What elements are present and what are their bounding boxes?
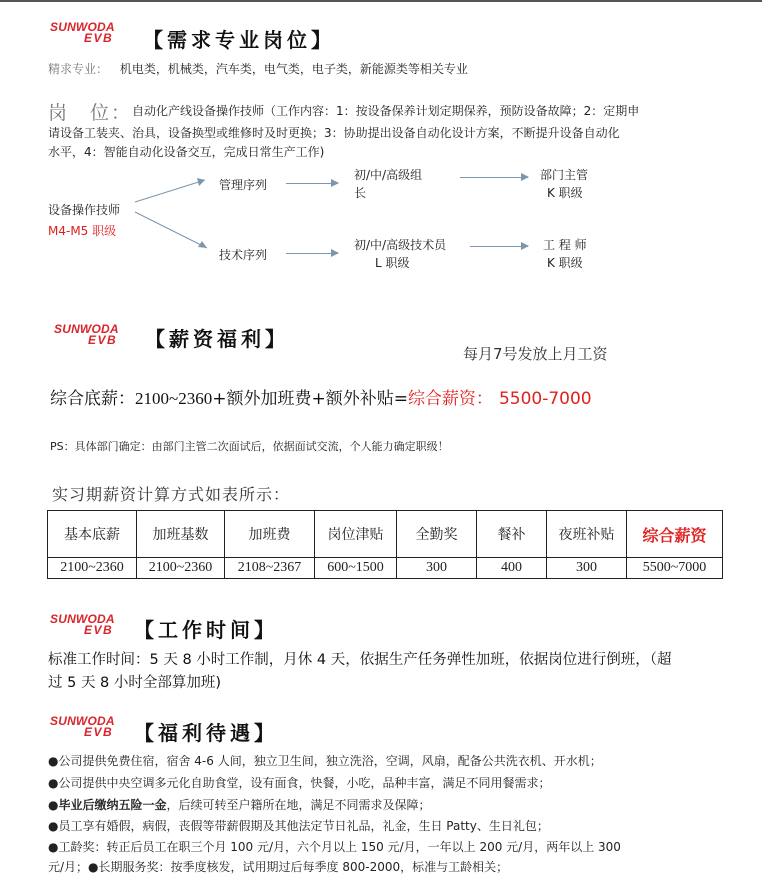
table-cell: 2100~2360 [137, 558, 225, 579]
welfare-item: ●工龄奖：转正后员工在职三个月 100 元/月，六个月以上 150 元/月，一年以上 200 元/月，两年以上 300 [48, 840, 621, 854]
table-header-cell: 岗位津贴 [315, 511, 397, 558]
career-root-title: 设备操作技师 [48, 203, 121, 217]
table-header-cell: 加班费 [225, 511, 315, 558]
salary-table [47, 510, 723, 579]
company-logo: SUNWODA EVB [54, 322, 119, 347]
welfare-item-insurance: ●毕业后缴纳五险一金，后续可转至户籍所在地，满足不同需求及保障； [48, 798, 431, 812]
welfare-item: ●公司提供免费住宿，宿舍 4-6 人间，独立卫生间，独立洗浴，空调，风扇，配备公共洗衣机、开水机； [48, 754, 602, 768]
arrow-right-icon [286, 253, 338, 254]
table-row [48, 558, 723, 579]
career-tech-end-2: K 职级 [547, 256, 583, 270]
table-header-cell: 综合薪资 [627, 511, 723, 558]
company-logo: SUNWODA EVB [50, 612, 115, 637]
table-header-cell: 餐补 [477, 511, 547, 558]
worktime-line1: 标准工作时间：5 天 8 小时工作制，月休 4 天，依据生产任务弹性加班，依据岗位进行倒班，（超 [48, 652, 672, 668]
career-tech-track: 技术序列 [219, 248, 268, 262]
career-mgmt-track: 管理序列 [219, 178, 268, 192]
table-cell: 5500~7000 [627, 558, 723, 579]
ps-note: PS：具体部门确定：由部门主管二次面试后，依据面试交流，个人能力确定职级！ [50, 440, 449, 453]
table-cell: 2108~2367 [225, 558, 315, 579]
welfare-item: ●公司提供中央空调多元化自助食堂，设有面食，快餐，小吃，品种丰富，满足不同用餐需求； [48, 776, 551, 790]
arrow-right-icon [286, 183, 338, 184]
intern-salary-note: 实习期薪资计算方式如表所示： [52, 487, 291, 504]
career-tech-mid-2: L 职级 [375, 256, 410, 270]
table-cell: 2100~2360 [48, 558, 137, 579]
table-header-row [48, 511, 723, 558]
section-title-salary: 【薪资福利】 [145, 327, 289, 351]
career-root-level: M4-M5 职级 [48, 224, 117, 238]
post-desc-line2: 请设备工装夹、治具，设备换型或维修时及时更换；3：协助提出设备自动化设计方案，不断提升设备自动化 [48, 126, 620, 140]
majors-row: 精求专业： 机电类，机械类，汽车类，电气类，电子类，新能源类等相关专业 [48, 62, 468, 76]
table-header-cell: 加班基数 [137, 511, 225, 558]
welfare-item: ●员工享有婚假，病假，丧假等带薪假期及其他法定节日礼品，礼金，生日 Patty、生日礼包； [48, 819, 549, 833]
table-cell: 400 [477, 558, 547, 579]
payday-note: 每月7号发放上月工资 [463, 345, 608, 363]
base-salary-line: 综合底薪：2100~2360+额外加班费+额外补贴=综合薪资： 5500-7000 [50, 389, 592, 409]
career-mgmt-end-1: 部门主管 [540, 168, 589, 182]
section-title-majors: 【需求专业岗位】 [143, 28, 335, 52]
worktime-line2: 过 5 天 8 小时全部算加班) [48, 675, 222, 691]
company-logo: SUNWODA EVB [50, 20, 115, 45]
table-header-cell: 基本底薪 [48, 511, 137, 558]
career-mgmt-end-2: K 职级 [547, 186, 583, 200]
career-tech-end-1: 工 程 师 [543, 238, 587, 252]
table-header-cell: 全勤奖 [397, 511, 477, 558]
section-title-welfare: 【福利待遇】 [134, 721, 278, 745]
arrow-right-icon [460, 177, 528, 178]
table-header-cell: 夜班补贴 [547, 511, 627, 558]
section-title-worktime: 【工作时间】 [134, 618, 278, 642]
table-cell: 600~1500 [315, 558, 397, 579]
table-cell: 300 [397, 558, 477, 579]
post-label: 岗 位： [48, 102, 133, 124]
arrow-right-icon [470, 246, 528, 247]
post-desc-line1: 自动化产线设备操作技师（工作内容：1：按设备保养计划定期保养，预防设备故障；2：定期申 [132, 104, 640, 118]
career-mgmt-mid-1: 初/中/高级组 [354, 168, 423, 182]
table-cell: 300 [547, 558, 627, 579]
company-logo: SUNWODA EVB [50, 714, 115, 739]
welfare-item: 元/月；●长期服务奖：按季度核发，试用期过后每季度 800-2000，标准与工龄相关； [48, 860, 509, 874]
post-desc-line3: 水平，4：智能自动化设备交互，完成日常生产工作) [48, 145, 325, 159]
career-mgmt-mid-2: 长 [354, 186, 367, 200]
career-tech-mid-1: 初/中/高级技术员 [354, 238, 447, 252]
